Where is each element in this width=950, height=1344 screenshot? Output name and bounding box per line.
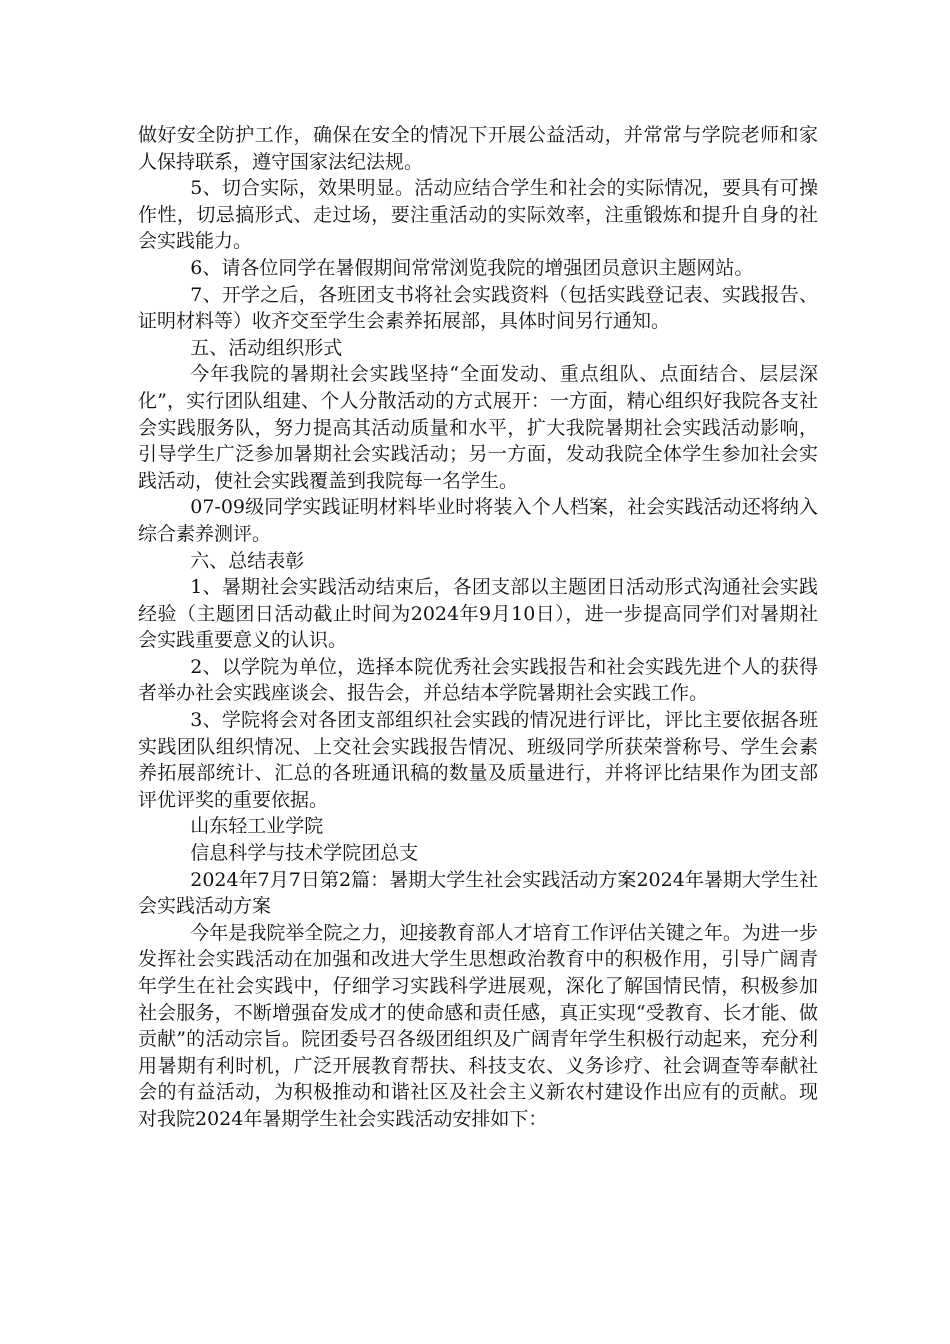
paragraph-item-6: 6、请各位同学在暑假期间常常浏览我院的增强团员意识主题网站。: [190, 256, 754, 279]
section-heading-summary-awards: 六、总结表彰: [190, 549, 305, 572]
paragraph-intro-plan: 今年是我院举全院之力，迎接教育部人才培育工作评估关键之年。为进一步发挥社会实践活动在加强和改进大学生思想政治教育中的积极作用，引导广阔青年学生在社会实践中，仔细学习实践科学进展观，深化了解国情民情，积极参加社会服务，不断增强奋发成才的使命感和责任感，真正实现“受教育、长才能、做贡献”的活动宗旨。院团委号召各级团组织及广阔青年学生积极行动起来，充分利用暑期有利时机，广泛开展教育帮扶、科技支农、义务诊疗、社会调查等奉献社会的有益活动，为积极推动和谐社区及社会主义新农村建设作出应有的贡献。现对我院2024年暑期学生社会实践活动安排如下：: [138, 921, 818, 1130]
section-heading-organization-form: 五、活动组织形式: [190, 336, 343, 359]
paragraph-organization-form: 今年我院的暑期社会实践坚持“全面发动、重点组队、点面结合、层层深化”，实行团队组建、个人分散活动的方式展开：一方面，精心组织好我院各支社会实践服务队，努力提高其活动质量和水平，扩大我院暑期社会实践活动影响，引导学生广泛参加暑期社会实践活动；另一方面，发动我院全体学生参加社会实践活动，使社会实践覆盖到我院每一名学生。: [138, 363, 818, 492]
document-page: [138, 122, 818, 1133]
paragraph-summary-3: 3、学院将会对各团支部组织社会实践的情况进行评比，评比主要依据各班实践团队组织情况、上交社会实践报告情况、班级同学所获荣誉称号、学生会素养拓展部统计、汇总的各班通讯稿的数量及质量进行，并将评比结果作为团支部评优评奖的重要依据。: [138, 709, 818, 811]
signature-school: 山东轻工业学院: [190, 815, 324, 838]
date-and-next-title: 2024年7月7日第2篇：暑期大学生社会实践活动方案2024年暑期大学生社会实践活动方案: [138, 868, 818, 918]
paragraph-summary-1: 1、暑期社会实践活动结束后，各团支部以主题团日活动形式沟通社会实践经验（主题团日活动截止时间为2024年9月10日），进一步提高同学们对暑期社会实践重要意义的认识。: [138, 576, 818, 652]
paragraph-item-7: 7、开学之后，各班团支书将社会实践资料（包括实践登记表、实践报告、证明材料等）收齐交至学生会素养拓展部，具体时间另行通知。: [138, 283, 818, 333]
paragraph-safety-continued: 做好安全防护工作，确保在安全的情况下开展公益活动，并常常与学院老师和家人保持联系，遵守国家法纪法规。: [138, 124, 818, 173]
paragraph-summary-2: 2、以学院为单位，选择本院优秀社会实践报告和社会实践先进个人的获得者举办社会实践座谈会、报告会，并总结本学院暑期社会实践工作。: [138, 655, 818, 705]
paragraph-item-5: 5、切合实际，效果明显。活动应结合学生和社会的实际情况，要具有可操作性，切忌搞形式、走过场，要注重活动的实际效率，注重锻炼和提升自身的社会实践能力。: [138, 177, 818, 253]
signature-department: 信息科学与技术学院团总支: [190, 842, 419, 865]
paragraph-archive-materials: 07-09级同学实践证明材料毕业时将装入个人档案，社会实践活动还将纳入综合素养测评。: [138, 496, 818, 545]
